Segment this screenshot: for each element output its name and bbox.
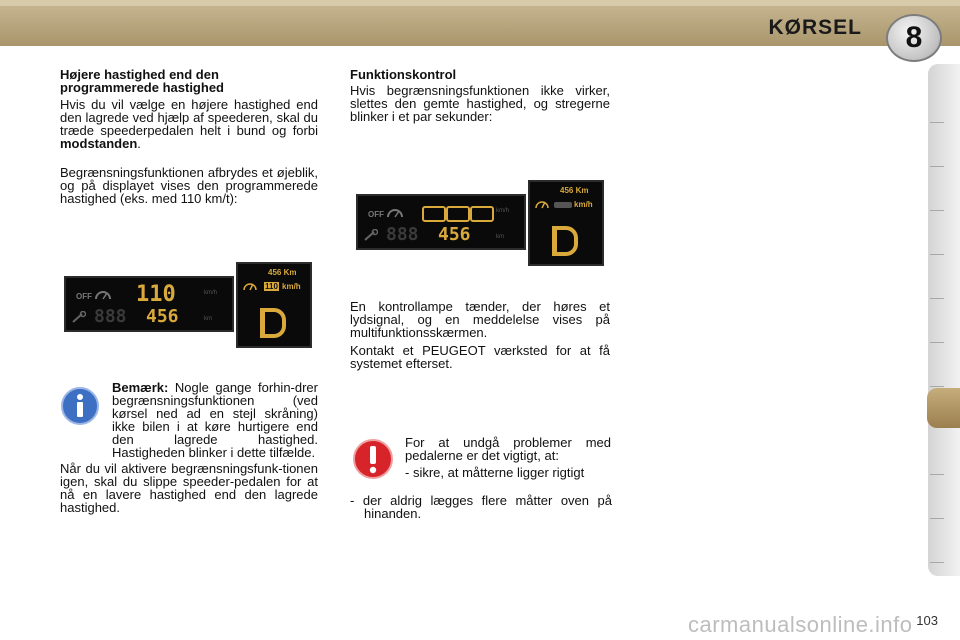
paragraph-interrupt: Begrænsningsfunktionen afbrydes et øjeblik, og på displayet vises den programmerede hastighed (eks. med 110 km/t): — [60, 165, 318, 206]
warning-icon — [352, 438, 394, 480]
dashes-block-3 — [470, 206, 494, 222]
watermark: carmanualsonline.info — [688, 612, 913, 637]
gear-indicator — [552, 226, 578, 256]
warning-intro: For at undgå problemer med pedalerne er det vigtigt, at: — [405, 435, 611, 463]
speedometer-icon — [94, 287, 112, 306]
wrench-icon — [72, 310, 86, 328]
chapter-number-badge: 8 — [886, 14, 942, 62]
bold-term: modstanden — [60, 136, 138, 151]
chapter-title: KØRSEL — [768, 16, 862, 39]
paragraph-warning-lamp: En kontrollampe tænder, der høres et lydsignal, og en meddelelse vises på multifunktionsskærmen. — [350, 299, 610, 340]
instrument-display-1: OFF 110 km/h 888 456 km — [64, 276, 234, 332]
paragraph-contact-peugeot: Kontakt et PEUGEOT værksted for at få systemet efterset. — [350, 343, 610, 371]
warning-item-2: - der aldrig lægges flere måtter oven på hinanden. — [350, 493, 612, 521]
page-number: 103 — [916, 613, 938, 628]
warning-item-1: - sikre, at måtterne ligger rigtigt — [405, 465, 585, 480]
instrument-display-2: OFF km/h 888 456 km — [356, 194, 526, 250]
speed-limiter-icon — [243, 278, 257, 297]
display-odometer: 456 — [146, 306, 179, 327]
info-icon — [60, 386, 100, 426]
paragraph-higher-speed: Hvis du vil vælge en højere hastighed end den lagrede ved hjælp af speederen, skal du træde speederpedalen helt i bund og forbi modstanden. — [60, 97, 318, 151]
section-heading-function-check: Funktionskontrol — [350, 67, 457, 82]
paragraph-function-check: Hvis begrænsningsfunktionen ikke virker, slettes den gemte hastighed, og stregerne blinker i et par sekunder: — [350, 83, 610, 124]
note-label: Bemærk: — [112, 380, 169, 395]
speedometer-icon — [386, 205, 404, 224]
active-chapter-tab[interactable] — [927, 388, 960, 428]
note-text-bottom: Når du vil aktivere begrænsningsfunk-tionen igen, skal du slippe speeder-pedalen for at nå en lavere hastighed end den lagrede hastighed. — [60, 461, 318, 515]
display-odometer: 456 — [438, 224, 471, 245]
multifunction-screen-2: 456 Km km/h — [528, 180, 604, 266]
gear-indicator — [260, 308, 286, 338]
multifunction-screen-1: 456 Km 110 km/h — [236, 262, 312, 348]
note-text-top: Bemærk: Nogle gange forhin-drer begrænsningsfunktionen (ved kørsel ned ad en stejl skråning) ikke bilen i at køre hurtigere end den lagrede hastighed. Hastigheden blinker i dette tilfælde. — [112, 380, 318, 460]
chapter-tab-strip — [928, 64, 960, 576]
wrench-icon — [364, 228, 378, 246]
speed-limiter-icon — [535, 196, 549, 215]
display-set-speed: 110 — [136, 282, 176, 307]
dashes-block-2 — [446, 206, 470, 222]
dashes-block-1 — [422, 206, 446, 222]
display-off-label: OFF — [76, 292, 92, 301]
section-heading-higher-speed: Højere hastighed end den programmerede hastighed — [60, 67, 224, 95]
